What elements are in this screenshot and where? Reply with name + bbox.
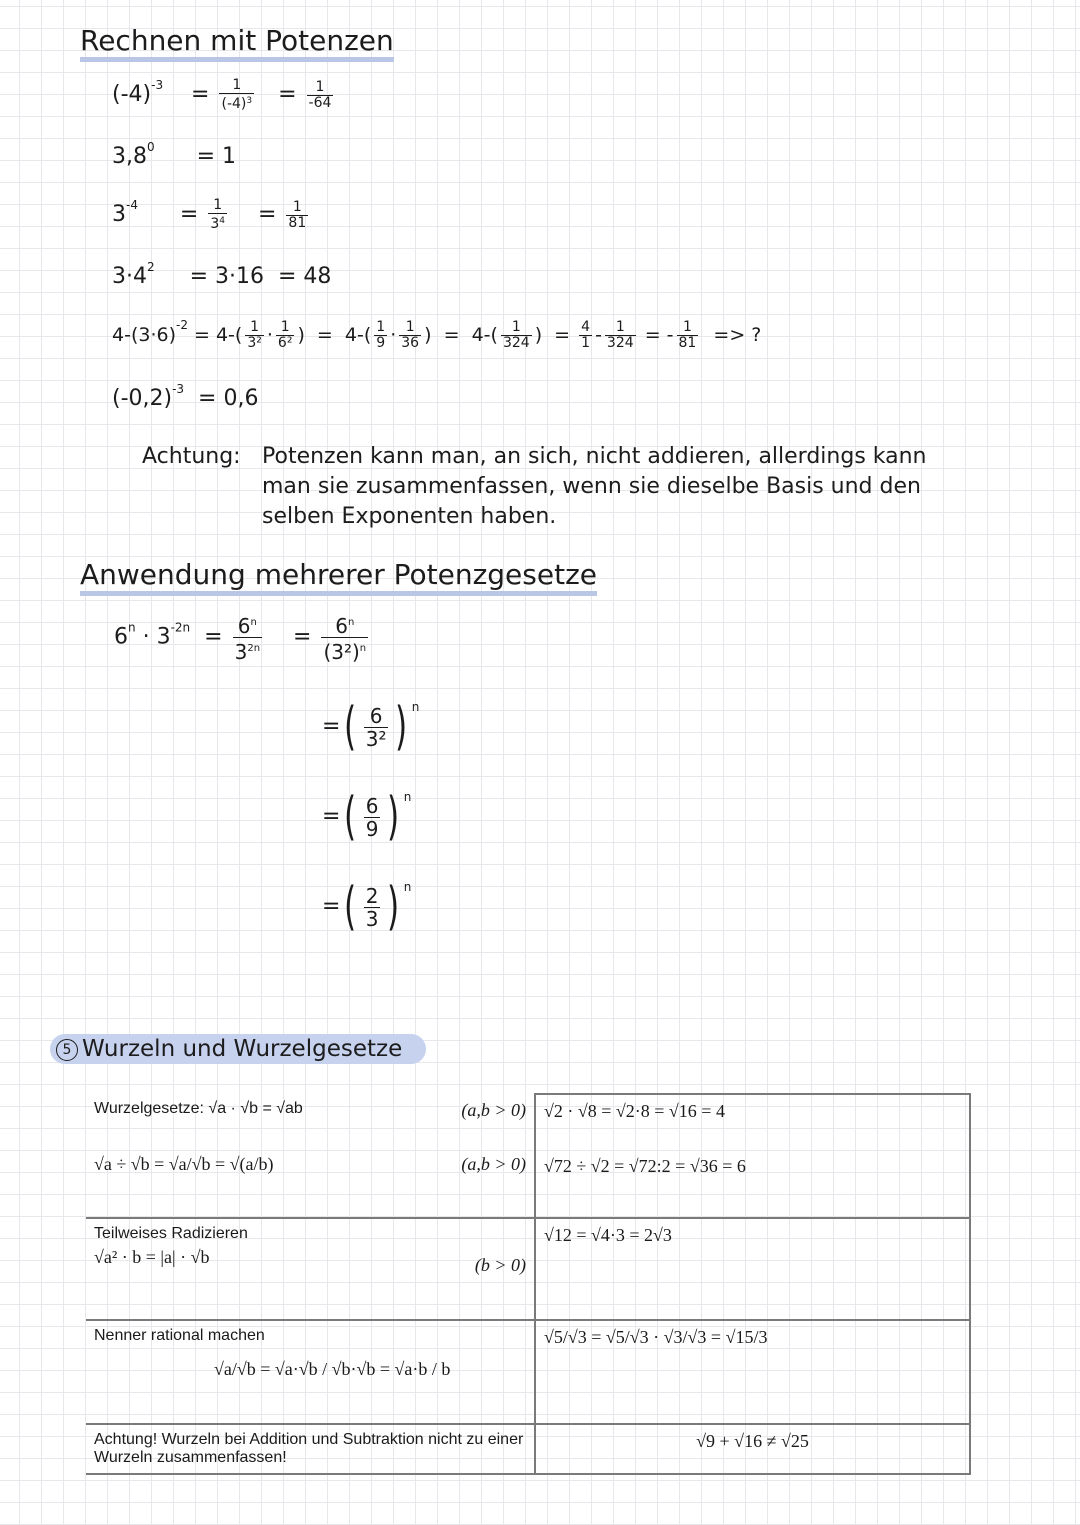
table-row3-right [535, 1320, 970, 1424]
table-row4-right [535, 1424, 970, 1474]
table-row3-left [86, 1320, 535, 1424]
example-1: √2 · √8 = √2·8 = √16 = 4 [544, 1101, 725, 1121]
nenner-rational-title: Nenner rational machen [94, 1327, 265, 1344]
table-row1-right [535, 1094, 970, 1218]
expr-line-4: $3\cdot 4^2$ = 3·16 = 48 [112, 260, 332, 289]
achtung-wurzeln-note: Achtung! Wurzeln bei Addition und Subtraktion nicht zu einer Wurzeln zusammenfassen! [94, 1431, 524, 1466]
condition-2: (a,b > 0) [461, 1154, 526, 1174]
expr-line-6: $(-0,2)^{-3} = 0,6$ [112, 382, 259, 411]
anwendung-step-4: =( $\frac{6}{9}$ ) $^n$ [322, 787, 412, 847]
note-line-3: selben Exponenten haben. [262, 504, 557, 529]
nenner-rational-formula: √a/√b = √a·√b / √b·√b = √a·b / b [214, 1359, 451, 1379]
section-title-potenzen: Rechnen mit Potenzen [80, 24, 394, 57]
example-4: √5/√3 = √5/√3 · √3/√3 = √15/3 [544, 1327, 768, 1347]
table-row2-right [535, 1218, 970, 1320]
wurzelgesetze-table [86, 1093, 971, 1475]
wurzelgesetz-1: Wurzelgesetze: √a · √b = √ab [94, 1100, 303, 1117]
note-line-2: man sie zusammenfassen, wenn sie dieselbe Basis und den [262, 474, 921, 499]
section-title-anwendung: Anwendung mehrerer Potenzgesetze [80, 558, 597, 591]
section-title-wurzeln: 5 Wurzeln und Wurzelgesetze [50, 1036, 426, 1062]
condition-3: (b > 0) [474, 1255, 526, 1275]
example-3: √12 = √4·3 = 2√3 [544, 1225, 672, 1245]
condition-1: (a,b > 0) [461, 1100, 526, 1120]
table-row1-left [86, 1094, 535, 1218]
teilweises-radizieren-formula: √a² · b = |a| · √b [94, 1247, 210, 1267]
note-achtung-label: Achtung: [142, 444, 241, 469]
expr-line-3: $3^{-4}$ = $\frac{1}{3^4}$ = $\frac{1}{81}$ [112, 197, 307, 232]
wurzelgesetz-2: √a ÷ √b = √a/√b = √(a/b) [94, 1154, 274, 1174]
expr-line-5: $4-(3\cdot 6)^{-2} = 4-$( $\frac{1}{\text{3²}}$ · $\frac{1}{\text{6²}}$ ) = 4-( $\frac{1}{9}$ · $\frac{1}{36}$ ) = 4-( $\frac{1}{324}$ ) = $\frac{4}{1}$ - $\frac{1}{324}$ = - $\frac{1}{81}$ => ? [112, 318, 762, 351]
anwendung-step-3: =( $\frac{6}{\text{3²}}$ ) $^n$ [322, 697, 420, 757]
expr-line-2: $3,8^0$ = 1 [112, 140, 237, 169]
teilweises-radizieren-title: Teilweises Radizieren [94, 1225, 248, 1242]
note-line-1: Potenzen kann man, an sich, nicht addieren, allerdings kann [262, 444, 927, 469]
anwendung-step-5: =( $\frac{2}{3}$ ) $^n$ [322, 877, 412, 937]
expr-line-1: $(-4)^{-3}$ = $\frac{1}{(-4)^3}$ = $\frac{1}{-64}$ [112, 77, 332, 112]
section-number-circle: 5 [56, 1039, 78, 1061]
table-row2-left [86, 1218, 535, 1320]
example-2: √72 ÷ √2 = √72:2 = √36 = 6 [544, 1156, 746, 1176]
anwendung-expr: $6^n \cdot 3^{-2n}$ = $\frac{6^n}{3^{2n}}$ = $\frac{6^n}{(3^2)^n}$ [114, 614, 367, 664]
table-row4-left [86, 1424, 535, 1474]
example-5: √9 + √16 ≠ √25 [696, 1431, 809, 1451]
